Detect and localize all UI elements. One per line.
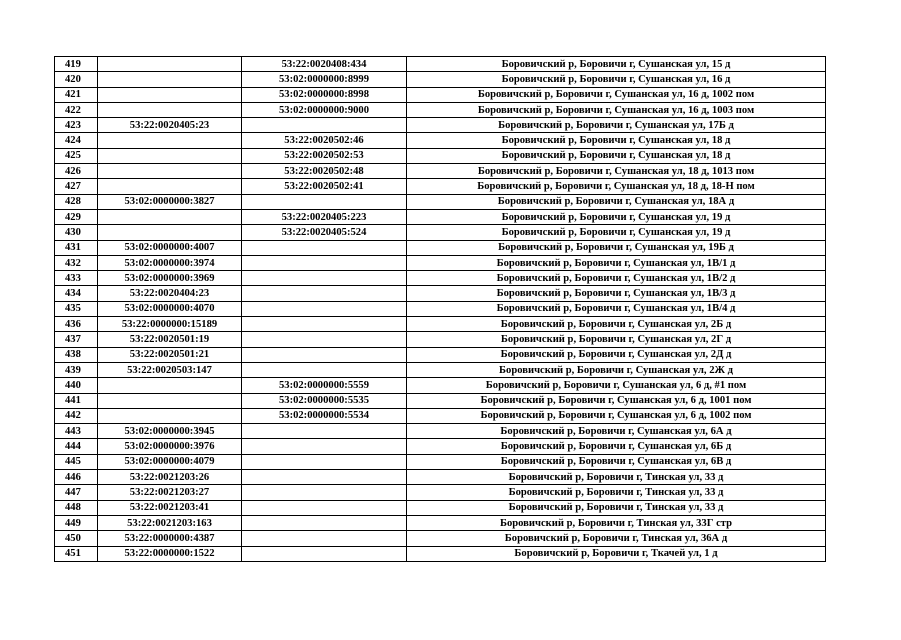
row-number-cell: 442 <box>55 408 98 423</box>
related-cadastral-number-cell: 53:22:0020502:46 <box>242 133 407 148</box>
row-number-cell: 447 <box>55 485 98 500</box>
related-cadastral-number-cell <box>242 454 407 469</box>
table-row <box>55 362 826 377</box>
cadastral-number-cell <box>98 87 242 102</box>
table-row <box>55 515 826 530</box>
related-cadastral-number-cell <box>242 531 407 546</box>
row-number-cell: 430 <box>55 225 98 240</box>
cadastral-number-cell <box>98 408 242 423</box>
cadastral-number-cell: 53:02:0000000:3969 <box>98 271 242 286</box>
address-cell: Боровичский р, Боровичи г, Сушанская ул, 16 д, 1002 пом <box>407 87 826 102</box>
cadastral-number-cell <box>98 378 242 393</box>
cadastral-number-cell: 53:22:0020501:19 <box>98 332 242 347</box>
cadastral-number-cell: 53:02:0000000:4070 <box>98 301 242 316</box>
row-number-cell: 428 <box>55 194 98 209</box>
table-row <box>55 393 826 408</box>
row-number-cell: 419 <box>55 57 98 72</box>
cadastral-number-cell <box>98 209 242 224</box>
row-number-cell: 434 <box>55 286 98 301</box>
address-cell: Боровичский р, Боровичи г, Сушанская ул, 18 д <box>407 133 826 148</box>
cadastral-number-cell: 53:22:0020405:23 <box>98 118 242 133</box>
related-cadastral-number-cell <box>242 439 407 454</box>
address-cell: Боровичский р, Боровичи г, Сушанская ул, 16 д, 1003 пом <box>407 102 826 117</box>
address-cell: Боровичский р, Боровичи г, Ткачей ул, 1 д <box>407 546 826 561</box>
table-row <box>55 209 826 224</box>
row-number-cell: 450 <box>55 531 98 546</box>
row-number-cell: 422 <box>55 102 98 117</box>
cadastral-table <box>54 56 826 562</box>
related-cadastral-number-cell: 53:22:0020408:434 <box>242 57 407 72</box>
row-number-cell: 449 <box>55 515 98 530</box>
cadastral-number-cell: 53:22:0000000:1522 <box>98 546 242 561</box>
related-cadastral-number-cell <box>242 424 407 439</box>
related-cadastral-number-cell: 53:22:0020502:48 <box>242 164 407 179</box>
row-number-cell: 427 <box>55 179 98 194</box>
row-number-cell: 448 <box>55 500 98 515</box>
related-cadastral-number-cell <box>242 240 407 255</box>
table-row <box>55 439 826 454</box>
row-number-cell: 440 <box>55 378 98 393</box>
address-cell: Боровичский р, Боровичи г, Тинская ул, 36А д <box>407 531 826 546</box>
related-cadastral-number-cell: 53:22:0020502:41 <box>242 179 407 194</box>
related-cadastral-number-cell <box>242 500 407 515</box>
table-row <box>55 194 826 209</box>
table-row <box>55 240 826 255</box>
cadastral-number-cell: 53:22:0000000:4387 <box>98 531 242 546</box>
row-number-cell: 424 <box>55 133 98 148</box>
cadastral-number-cell <box>98 57 242 72</box>
row-number-cell: 436 <box>55 317 98 332</box>
address-cell: Боровичский р, Боровичи г, Сушанская ул, 1В/3 д <box>407 286 826 301</box>
cadastral-number-cell <box>98 164 242 179</box>
address-cell: Боровичский р, Боровичи г, Сушанская ул, 17Б д <box>407 118 826 133</box>
table-row <box>55 500 826 515</box>
related-cadastral-number-cell <box>242 118 407 133</box>
cadastral-number-cell <box>98 393 242 408</box>
table-row <box>55 332 826 347</box>
address-cell: Боровичский р, Боровичи г, Сушанская ул, 6 д, #1 пом <box>407 378 826 393</box>
table-row <box>55 102 826 117</box>
table-row <box>55 271 826 286</box>
related-cadastral-number-cell <box>242 485 407 500</box>
table-row <box>55 485 826 500</box>
table-row <box>55 179 826 194</box>
address-cell: Боровичский р, Боровичи г, Тинская ул, 33 д <box>407 470 826 485</box>
table-row <box>55 255 826 270</box>
cadastral-number-cell: 53:22:0021203:27 <box>98 485 242 500</box>
cadastral-number-cell <box>98 133 242 148</box>
row-number-cell: 426 <box>55 164 98 179</box>
row-number-cell: 431 <box>55 240 98 255</box>
address-cell: Боровичский р, Боровичи г, Сушанская ул, 19 д <box>407 225 826 240</box>
table-row <box>55 118 826 133</box>
cadastral-number-cell: 53:02:0000000:3976 <box>98 439 242 454</box>
address-cell: Боровичский р, Боровичи г, Сушанская ул, 18 д, 1013 пом <box>407 164 826 179</box>
cadastral-number-cell: 53:02:0000000:3945 <box>98 424 242 439</box>
address-cell: Боровичский р, Боровичи г, Сушанская ул, 16 д <box>407 72 826 87</box>
address-cell: Боровичский р, Боровичи г, Сушанская ул, 18 д <box>407 148 826 163</box>
table-row <box>55 378 826 393</box>
cadastral-number-cell: 53:02:0000000:3827 <box>98 194 242 209</box>
address-cell: Боровичский р, Боровичи г, Сушанская ул, 19Б д <box>407 240 826 255</box>
related-cadastral-number-cell: 53:02:0000000:5535 <box>242 393 407 408</box>
related-cadastral-number-cell <box>242 286 407 301</box>
row-number-cell: 421 <box>55 87 98 102</box>
address-cell: Боровичский р, Боровичи г, Сушанская ул, 6А д <box>407 424 826 439</box>
table-row <box>55 424 826 439</box>
table-row <box>55 470 826 485</box>
table-row <box>55 87 826 102</box>
cadastral-number-cell <box>98 179 242 194</box>
row-number-cell: 446 <box>55 470 98 485</box>
table-row <box>55 57 826 72</box>
address-cell: Боровичский р, Боровичи г, Тинская ул, 33 д <box>407 485 826 500</box>
row-number-cell: 433 <box>55 271 98 286</box>
related-cadastral-number-cell <box>242 194 407 209</box>
cadastral-number-cell: 53:22:0020503:147 <box>98 362 242 377</box>
row-number-cell: 451 <box>55 546 98 561</box>
related-cadastral-number-cell <box>242 515 407 530</box>
related-cadastral-number-cell: 53:02:0000000:8999 <box>242 72 407 87</box>
cadastral-number-cell <box>98 225 242 240</box>
cadastral-number-cell: 53:22:0021203:26 <box>98 470 242 485</box>
address-cell: Боровичский р, Боровичи г, Сушанская ул, 6В д <box>407 454 826 469</box>
related-cadastral-number-cell: 53:02:0000000:9000 <box>242 102 407 117</box>
cadastral-number-cell: 53:22:0020404:23 <box>98 286 242 301</box>
address-cell: Боровичский р, Боровичи г, Сушанская ул, 19 д <box>407 209 826 224</box>
related-cadastral-number-cell <box>242 271 407 286</box>
row-number-cell: 432 <box>55 255 98 270</box>
related-cadastral-number-cell: 53:22:0020405:524 <box>242 225 407 240</box>
address-cell: Боровичский р, Боровичи г, Сушанская ул, 6Б д <box>407 439 826 454</box>
row-number-cell: 443 <box>55 424 98 439</box>
row-number-cell: 439 <box>55 362 98 377</box>
address-cell: Боровичский р, Боровичи г, Сушанская ул, 2Б д <box>407 317 826 332</box>
row-number-cell: 437 <box>55 332 98 347</box>
address-cell: Боровичский р, Боровичи г, Сушанская ул, 1В/4 д <box>407 301 826 316</box>
cadastral-number-cell: 53:22:0000000:15189 <box>98 317 242 332</box>
cadastral-number-cell: 53:02:0000000:4079 <box>98 454 242 469</box>
related-cadastral-number-cell <box>242 546 407 561</box>
row-number-cell: 425 <box>55 148 98 163</box>
related-cadastral-number-cell: 53:22:0020502:53 <box>242 148 407 163</box>
row-number-cell: 435 <box>55 301 98 316</box>
address-cell: Боровичский р, Боровичи г, Сушанская ул, 6 д, 1002 пом <box>407 408 826 423</box>
row-number-cell: 429 <box>55 209 98 224</box>
address-cell: Боровичский р, Боровичи г, Сушанская ул, 6 д, 1001 пом <box>407 393 826 408</box>
address-cell: Боровичский р, Боровичи г, Сушанская ул, 18А д <box>407 194 826 209</box>
address-cell: Боровичский р, Боровичи г, Сушанская ул, 18 д, 18-Н пом <box>407 179 826 194</box>
related-cadastral-number-cell <box>242 317 407 332</box>
table-row <box>55 317 826 332</box>
table-row <box>55 286 826 301</box>
related-cadastral-number-cell <box>242 255 407 270</box>
row-number-cell: 445 <box>55 454 98 469</box>
table-row <box>55 454 826 469</box>
table-row <box>55 164 826 179</box>
row-number-cell: 438 <box>55 347 98 362</box>
related-cadastral-number-cell <box>242 301 407 316</box>
address-cell: Боровичский р, Боровичи г, Тинская ул, 33 д <box>407 500 826 515</box>
table-body <box>55 57 826 562</box>
table-row <box>55 225 826 240</box>
cadastral-number-cell: 53:22:0020501:21 <box>98 347 242 362</box>
table-row <box>55 72 826 87</box>
address-cell: Боровичский р, Боровичи г, Тинская ул, 33Г стр <box>407 515 826 530</box>
cadastral-number-cell: 53:02:0000000:4007 <box>98 240 242 255</box>
address-cell: Боровичский р, Боровичи г, Сушанская ул, 15 д <box>407 57 826 72</box>
table-row <box>55 408 826 423</box>
table-row <box>55 148 826 163</box>
cadastral-number-cell <box>98 148 242 163</box>
related-cadastral-number-cell: 53:02:0000000:5534 <box>242 408 407 423</box>
table-row <box>55 133 826 148</box>
row-number-cell: 423 <box>55 118 98 133</box>
related-cadastral-number-cell <box>242 347 407 362</box>
address-cell: Боровичский р, Боровичи г, Сушанская ул, 1В/2 д <box>407 271 826 286</box>
related-cadastral-number-cell: 53:02:0000000:8998 <box>242 87 407 102</box>
address-cell: Боровичский р, Боровичи г, Сушанская ул, 2Ж д <box>407 362 826 377</box>
cadastral-number-cell <box>98 102 242 117</box>
address-cell: Боровичский р, Боровичи г, Сушанская ул, 2Д д <box>407 347 826 362</box>
table-row <box>55 301 826 316</box>
address-cell: Боровичский р, Боровичи г, Сушанская ул, 2Г д <box>407 332 826 347</box>
cadastral-number-cell: 53:22:0021203:163 <box>98 515 242 530</box>
row-number-cell: 441 <box>55 393 98 408</box>
address-cell: Боровичский р, Боровичи г, Сушанская ул, 1В/1 д <box>407 255 826 270</box>
table-row <box>55 546 826 561</box>
related-cadastral-number-cell <box>242 362 407 377</box>
row-number-cell: 420 <box>55 72 98 87</box>
related-cadastral-number-cell <box>242 470 407 485</box>
table-row <box>55 531 826 546</box>
cadastral-number-cell: 53:22:0021203:41 <box>98 500 242 515</box>
cadastral-number-cell: 53:02:0000000:3974 <box>98 255 242 270</box>
table-row <box>55 347 826 362</box>
related-cadastral-number-cell: 53:02:0000000:5559 <box>242 378 407 393</box>
row-number-cell: 444 <box>55 439 98 454</box>
related-cadastral-number-cell <box>242 332 407 347</box>
related-cadastral-number-cell: 53:22:0020405:223 <box>242 209 407 224</box>
cadastral-number-cell <box>98 72 242 87</box>
